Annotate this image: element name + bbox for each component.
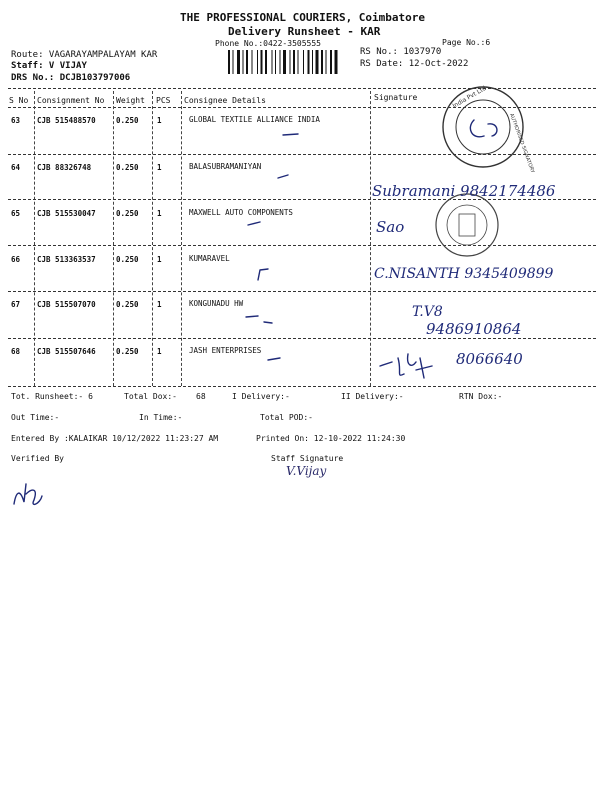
handwritten-signature: C.NISANTH 9345409899	[374, 266, 554, 282]
row-weight: 0.250	[116, 116, 139, 125]
handwritten-signature: Sao	[376, 218, 405, 236]
row-consignment: CJB 515530047	[37, 209, 96, 218]
row-weight: 0.250	[116, 255, 139, 264]
barcode-bar	[330, 50, 332, 74]
barcode-bar	[335, 50, 338, 74]
barcode-bar	[290, 50, 291, 74]
row-sno: 64	[11, 163, 21, 172]
row-consignee: KUMARAVEL	[189, 254, 230, 263]
row-consignee: BALASUBRAMANIYAN	[189, 162, 262, 171]
company-name: THE PROFESSIONAL COURIERS, Coimbatore	[180, 11, 426, 24]
column-separator	[370, 91, 371, 386]
row-consignment: CJB 88326748	[37, 163, 92, 172]
col-header-signature: Signature	[374, 93, 418, 102]
row-consignee: JASH ENTERPRISES	[189, 346, 262, 355]
row-consignment: CJB 515507646	[37, 347, 96, 356]
barcode-bar	[265, 50, 267, 74]
barcode-bar	[293, 50, 295, 74]
handwritten-mark	[376, 348, 456, 384]
pen-ticks	[180, 110, 370, 390]
drs-number: DRS No.: DCJB103797006	[11, 73, 131, 83]
barcode-bar	[252, 50, 253, 74]
total-runsheet: Tot. Runsheet:- 6	[11, 392, 93, 401]
row-pcs: 1	[157, 347, 162, 356]
row-weight: 0.250	[116, 163, 139, 172]
barcode-bar	[303, 50, 304, 74]
row-weight: 0.250	[116, 300, 139, 309]
row-consignee: MAXWELL AUTO COMPONENTS	[189, 208, 293, 217]
row-consignee: GLOBAL TEXTILE ALLIANCE INDIA	[189, 115, 320, 124]
column-separator	[152, 91, 153, 386]
row-pcs: 1	[157, 116, 162, 125]
stamp-side-text: India Pvt Ltd	[451, 84, 488, 110]
barcode-bar	[246, 50, 248, 74]
barcode-bar	[257, 50, 258, 74]
col-header-pcs: PCS	[156, 96, 171, 105]
handwritten-number: 8066640	[456, 350, 523, 368]
row-pcs: 1	[157, 300, 162, 309]
column-separator	[34, 91, 35, 386]
barcode-bar	[283, 50, 286, 74]
staff: Staff: V VIJAY	[11, 61, 87, 71]
i-delivery: I Delivery:-	[232, 392, 290, 401]
ii-delivery: II Delivery:-	[341, 392, 404, 401]
barcode-bar	[280, 50, 281, 74]
col-header-consignment: Consignment No	[37, 96, 105, 105]
row-sno: 65	[11, 209, 21, 218]
rtn-dox: RTN Dox:-	[459, 392, 503, 401]
stamp-outer-text: AUTHORISED SIGNATORY	[508, 112, 536, 174]
row-pcs: 1	[157, 163, 162, 172]
row-sno: 67	[11, 300, 21, 309]
total-pod: Total POD:-	[260, 413, 313, 422]
row-pcs: 1	[157, 255, 162, 264]
document-title: Delivery Runsheet - KAR	[228, 25, 381, 38]
staff-signature: V.Vijay	[286, 464, 327, 478]
rs-number: RS No.: 1037970	[360, 47, 442, 57]
barcode-bar	[298, 50, 299, 74]
barcode-bar	[243, 50, 244, 74]
row-sno: 68	[11, 347, 21, 356]
barcode-bar	[312, 50, 313, 74]
total-dox-label: Total Dox:-	[124, 392, 177, 401]
handwritten-signature: Subramani 9842174486	[372, 182, 556, 200]
barcode-bar	[228, 50, 230, 74]
out-time: Out Time:-	[11, 413, 60, 422]
rs-date: RS Date: 12-Oct-2022	[360, 59, 469, 69]
barcode-bar	[233, 50, 234, 74]
entered-by: Entered By :KALAIKAR 10/12/2022 11:23:27 AM	[11, 434, 219, 443]
staff-signature-label: Staff Signature	[271, 454, 344, 463]
row-consignment: CJB 513363537	[37, 255, 96, 264]
barcode-bar	[275, 50, 276, 74]
route: Route: VAGARAYAMPALAYAM KAR	[11, 50, 158, 60]
total-dox-value: 68	[196, 392, 206, 401]
barcode	[228, 50, 352, 74]
barcode-bar	[316, 50, 319, 74]
handwritten-signature: T.V8	[412, 304, 443, 320]
company-stamp	[440, 84, 536, 174]
row-consignment: CJB 515507070	[37, 300, 96, 309]
verified-by: Verified By	[11, 454, 64, 463]
phone-number: Phone No.:0422-3505555	[215, 39, 321, 48]
col-header-consignee: Consignee Details	[184, 96, 266, 105]
row-sno: 63	[11, 116, 21, 125]
column-separator	[113, 91, 114, 386]
handwritten-phone: 9486910864	[426, 320, 522, 338]
barcode-bar	[321, 50, 323, 74]
barcode-bar	[237, 50, 240, 74]
in-time: In Time:-	[139, 413, 183, 422]
col-header-sno: S No	[9, 96, 29, 105]
row-sno: 66	[11, 255, 21, 264]
row-pcs: 1	[157, 209, 162, 218]
row-weight: 0.250	[116, 209, 139, 218]
page-number: Page No.:6	[442, 38, 491, 47]
row-weight: 0.250	[116, 347, 139, 356]
printed-on: Printed On: 12-10-2022 11:24:30	[256, 434, 406, 443]
barcode-bar	[261, 50, 263, 74]
barcode-bar	[326, 50, 327, 74]
row-consignment: CJB 515488570	[37, 116, 96, 125]
barcode-bar	[308, 50, 310, 74]
verifier-signature	[10, 474, 50, 514]
row-consignee: KONGUNADU HW	[189, 299, 244, 308]
col-header-weight: Weight	[116, 96, 145, 105]
delivery-stamp	[432, 190, 502, 260]
barcode-bar	[272, 50, 273, 74]
